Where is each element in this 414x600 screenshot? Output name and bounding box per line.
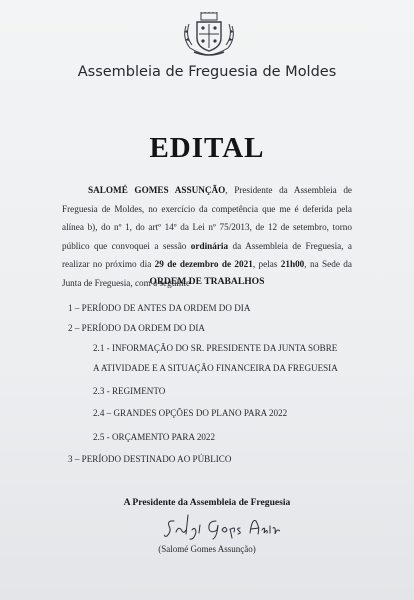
intro-paragraph: SALOMÉ GOMES ASSUNÇÃO, Presidente da Assembleia de Freguesia de Moldes, no exercício da competência que me é deferida pela alínea b), do nº 1, do artº 14º da Lei nº 75/2013, de 12 de setembro, torno público que convoquei a sessão ordinária da Assembleia de Freguesia, a realizar no próximo dia 29 de dezembro de 2021, pelas 21h00, na Sede da Junta de Freguesia, com a seguinte: [62, 185, 352, 288]
agenda-item: 1 – PERÍODO DE ANTES DA ORDEM DO DIA: [68, 303, 251, 313]
agenda-item: A ATIVIDADE E A SITUAÇÃO FINANCEIRA DA FREGUESIA: [93, 363, 338, 373]
agenda-item: 2.4 – GRANDES OPÇÕES DO PLANO PARA 2022: [93, 408, 288, 418]
signatory-name: (Salomé Gomes Assunção): [158, 544, 256, 554]
handwritten-signature: [164, 512, 280, 542]
session-date: 29 de dezembro de 2021: [154, 259, 253, 270]
session-type: ordinária: [190, 240, 229, 251]
agenda-item: 2.5 - ORÇAMENTO PARA 2022: [93, 432, 216, 442]
document-title: EDITAL: [149, 132, 265, 164]
signatory-role: A Presidente da Assembleia de Freguesia: [123, 497, 291, 508]
coat-of-arms-icon: [180, 12, 238, 56]
organization-name: Assembleia de Freguesia de Moldes: [77, 64, 337, 80]
agenda-item: 3 – PERÍODO DESTINADO AO PÚBLICO: [68, 454, 232, 464]
session-time: 21h00: [280, 259, 305, 270]
agenda-item: 2.3 - REGIMENTO: [93, 386, 166, 396]
agenda-title: ORDEM DE TRABALHOS: [149, 276, 265, 287]
agenda-item: 2 – PERÍODO DA ORDEM DO DIA: [68, 323, 205, 333]
agenda-item: 2.1 - INFORMAÇÃO DO SR. PRESIDENTE DA JUNTA SOBRE: [93, 343, 338, 353]
president-name: SALOMÉ GOMES ASSUNÇÃO: [88, 185, 226, 195]
